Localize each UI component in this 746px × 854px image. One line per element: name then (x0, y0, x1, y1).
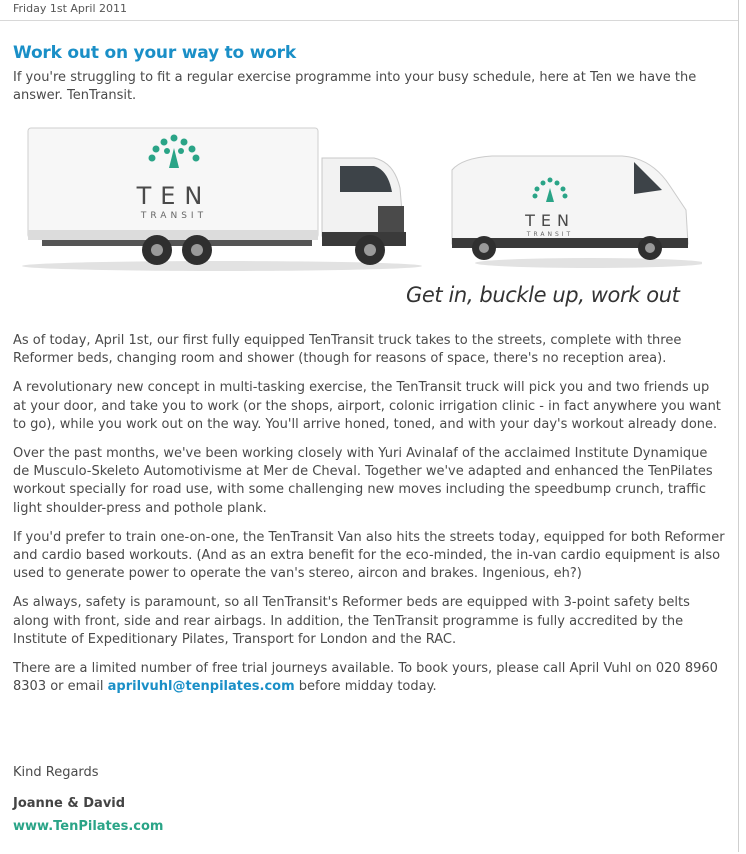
booking-suffix: before midday today. (298, 679, 437, 695)
body-paragraph: As of today, April 1st, our first fully equipped TenTransit truck takes to the streets, complete with three Reformer beds, changing room and shower (though for reasons of space, there's no reception area). (13, 333, 682, 367)
van-logo-subtext: TRANSIT (526, 231, 574, 238)
van-logo-text: TEN (525, 211, 575, 230)
header-divider (0, 20, 738, 21)
body-paragraph: If you'd prefer to train one-on-one, the TenTransit Van also hits the streets today, equipped for both Reformer and cardio based workouts. (And as an extra benefit for the eco-minded, the in-van cardio equipment is also used to generate power to operate the van's stereo, aircon and brakes. Ingenious, eh?) (13, 529, 725, 582)
hero-tagline: Get in, buckle up, work out (406, 283, 680, 307)
intro-paragraph: If you're struggling to fit a regular exercise programme into your busy schedule, here at Ten we have the answer. TenTransit. (13, 70, 697, 104)
truck-logo-subtext: TRANSIT (140, 211, 208, 221)
body-paragraph: A revolutionary new concept in multi-tasking exercise, the TenTransit truck will pick you and two friends up at your door, and take you to work (or the shops, airport, colonic irrigation clinic - in fact anywhere you want to go), while you work out on the way. You'll arrive honed, toned, and with your day's workout already done. (13, 380, 721, 432)
booking-email-link[interactable]: aprilvuhl@tenpilates.com (107, 679, 295, 695)
booking-paragraph (13, 660, 725, 696)
booking-text: There are a limited number of free trial journeys available. To book yours, please call April Vuhl on 020 8960 8303 or email (13, 661, 718, 695)
email-date: Friday 1st April 2011 (13, 2, 128, 15)
website-link[interactable]: www.TenPilates.com (13, 819, 164, 834)
article-body (13, 332, 725, 707)
van-image (452, 156, 702, 268)
body-paragraph: As always, safety is paramount, so all TenTransit's Reformer beds are equipped with 3-point safety belts along with front, side and rear airbags. In addition, the TenTransit programme is fully accredited by the Institute of Expeditionary Pilates, Transport for London and the RAC. (13, 595, 690, 647)
body-paragraph: Over the past months, we've been working closely with Yuri Avinalaf of the acclaimed Institute Dynamique de Musculo-Skeleto Automotivisme at Mer de Cheval. Together we've adapted and enhanced the TenPilates workout specially for road use, with some challenging new moves including the speedbump crunch, traffic light shoulder-press and pothole plank. (13, 446, 713, 516)
intro-block (13, 69, 725, 105)
sign-off: Kind Regards (13, 765, 99, 780)
signature-names: Joanne & David (13, 796, 126, 811)
truck-image (22, 128, 422, 271)
truck-logo-text: TEN (136, 182, 212, 210)
article-title: Work out on your way to work (13, 43, 296, 63)
